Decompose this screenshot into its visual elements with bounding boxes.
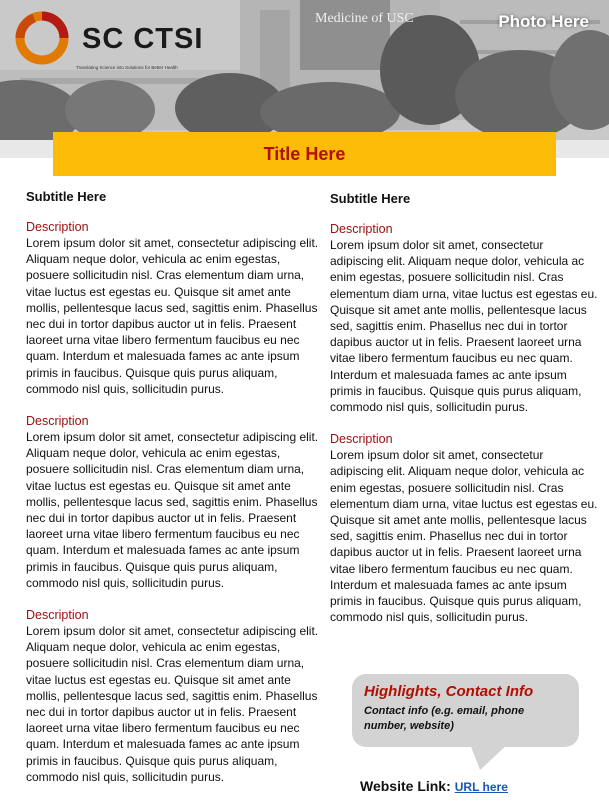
highlights-title: Highlights, Contact Info (364, 683, 534, 700)
building-sign-text: Medicine of USC (315, 11, 414, 26)
sc-ctsi-logo (14, 10, 214, 70)
left-section-1-body: Lorem ipsum dolor sit amet, consectetur adipiscing elit. Aliquam neque dolor, vehicula ac enim egestas, posuere sollicitudin nisl. Cras elementum diam urna, vitae luctus est egestas eu. Quisque sit amet ante mollis, pellentesque lacus sed, sagittis enim. Phasellus nec dui in tortor dapibus auctor ut in felis. Praesent laoreet urna vitae libero fermentum faucibus eu nec quam. Interdum et malesuada fames ac ante ipsum primis in faucibus. Quisque quis purus aliquam, commodo nisl quis, sollicitudin purus. (26, 236, 319, 396)
title-bar (53, 132, 556, 176)
left-section-2-body: Lorem ipsum dolor sit amet, consectetur adipiscing elit. Aliquam neque dolor, vehicula ac enim egestas, posuere sollicitudin nisl. Cras elementum diam urna, vitae luctus est egestas eu. Quisque sit amet ante mollis, pellentesque lacus sed, sagittis enim. Phasellus nec dui in tortor dapibus auctor ut in felis. Praesent laoreet urna vitae libero fermentum faucibus eu nec quam. Interdum et malesuada fames ac ante ipsum primis in faucibus. Quisque quis purus aliquam, commodo nisl quis, sollicitudin purus. (26, 430, 319, 590)
right-subtitle: Subtitle Here (330, 191, 411, 206)
page-title: Title Here (263, 143, 346, 164)
logo-ring-icon (14, 10, 70, 66)
highlights-bubble (352, 674, 579, 747)
logo-tagline: Translating Science into Solutions for Better Health (76, 65, 178, 70)
website-line (360, 778, 508, 794)
left-section-2-label: Description (26, 414, 89, 429)
website-url-link[interactable]: URL here (454, 780, 508, 794)
left-column (26, 188, 322, 801)
bubble-tail-shape (470, 744, 510, 772)
logo-text: SC CTSI (82, 23, 204, 55)
left-section-3-label: Description (26, 608, 89, 623)
left-section-3-body: Lorem ipsum dolor sit amet, consectetur adipiscing elit. Aliquam neque dolor, vehicula ac enim egestas, posuere sollicitudin nisl. Cras elementum diam urna, vitae luctus est egestas eu. Quisque sit amet ante mollis, pellentesque lacus sed, sagittis enim. Phasellus nec dui in tortor dapibus auctor ut in felis. Praesent laoreet urna vitae libero fermentum faucibus eu nec quam. Interdum et malesuada fames ac ante ipsum primis in faucibus. Quisque quis purus aliquam, commodo nisl quis, sollicitudin purus. (26, 624, 319, 784)
right-section-1-label: Description (330, 222, 393, 236)
left-section-1-label: Description (26, 220, 89, 234)
right-column (330, 190, 598, 641)
right-section-1-body: Lorem ipsum dolor sit amet, consectetur adipiscing elit. Aliquam neque dolor, vehicula ac enim egestas, posuere sollicitudin nisl. Cras elementum diam urna, vitae luctus est egestas eu. Quisque sit amet ante mollis, pellentesque lacus sed, sagittis enim. Phasellus nec dui in tortor dapibus auctor ut in felis. Praesent laoreet urna vitae libero fermentum faucibus eu nec quam. Interdum et malesuada fames ac ante ipsum primis in faucibus. Quisque quis purus aliquam, commodo nisl quis, sollicitudin purus. (330, 238, 598, 415)
right-section-2-label: Description (330, 432, 393, 447)
left-subtitle: Subtitle Here (26, 189, 107, 204)
photo-placeholder-label: Photo Here (498, 12, 589, 31)
right-section-2-body: Lorem ipsum dolor sit amet, consectetur adipiscing elit. Aliquam neque dolor, vehicula ac enim egestas, posuere sollicitudin nisl. Cras elementum diam urna, vitae luctus est egestas eu. Quisque sit amet ante mollis, pellentesque lacus sed, sagittis enim. Phasellus nec dui in tortor dapibus auctor ut in felis. Praesent laoreet urna vitae libero fermentum faucibus eu nec quam. Interdum et malesuada fames ac ante ipsum primis in faucibus. Quisque quis purus aliquam, commodo nisl quis, sollicitudin purus. (330, 448, 598, 625)
website-label: Website Link: (360, 778, 451, 794)
highlights-body: Contact info (e.g. email, phone number, website) (364, 705, 525, 732)
building-sign (315, 11, 414, 26)
